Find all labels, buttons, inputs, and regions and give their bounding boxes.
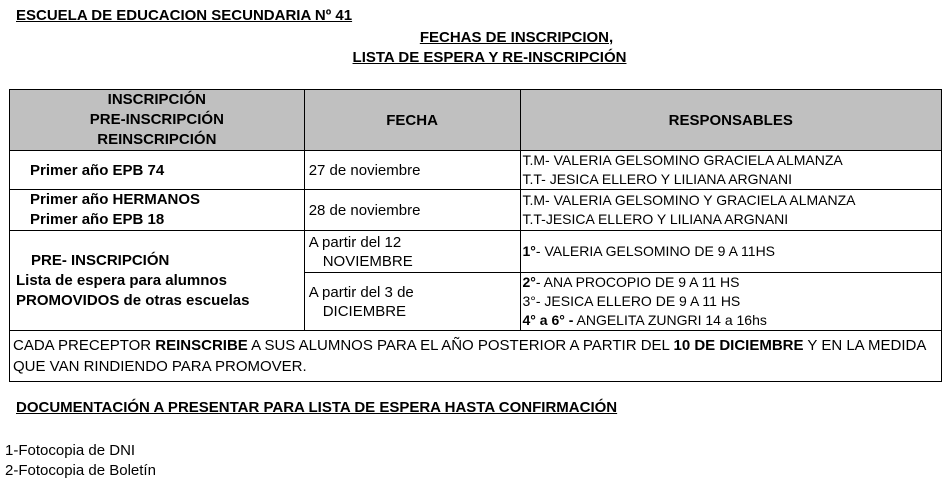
- resp-text: - VALERIA GELSOMINO DE 9 A 11HS: [535, 243, 776, 259]
- shift-label: 4° a 6° -: [522, 312, 574, 328]
- note-bold: 10 DE DICIEMBRE: [673, 337, 804, 354]
- school-name: ESCUELA DE EDUCACION SECUNDARIA Nº 41: [16, 7, 353, 24]
- resp-line: 3°- JESICA ELLERO DE 9 A 11 HS: [522, 293, 741, 309]
- col-header-responsables: RESPONSABLES: [520, 90, 942, 151]
- resp-line: T.M- VALERIA GELSOMINO GRACIELA ALMANZA: [522, 152, 843, 168]
- row-responsables: [520, 273, 942, 331]
- waitlist-line: Lista de espera para alumnos: [16, 271, 227, 289]
- row-responsables: [520, 190, 942, 231]
- reinscription-note: [10, 331, 942, 382]
- row-date: [304, 231, 520, 273]
- inscription-table: [9, 89, 942, 382]
- resp-text: - ANA PROCOPIO DE 9 A 11 HS: [535, 274, 740, 290]
- resp-line: T.M- VALERIA GELSOMINO Y GRACIELA ALMANZA: [522, 192, 856, 208]
- row-label: [10, 231, 305, 331]
- date-line: NOVIEMBRE: [322, 252, 413, 270]
- shift-label: 2°: [522, 274, 536, 290]
- date-line: DICIEMBRE: [322, 302, 407, 320]
- resp-line: [523, 273, 942, 292]
- col-header-fecha: FECHA: [304, 90, 520, 151]
- resp-line: T.T-JESICA ELLERO Y LILIANA ARGNANI: [522, 211, 789, 227]
- table-row: [10, 190, 942, 231]
- waitlist-line: [16, 291, 304, 311]
- documents-title: DOCUMENTACIÓN A PRESENTAR PARA LISTA DE ESPERA HASTA CONFIRMACIÓN: [16, 399, 618, 416]
- row-label-line: Primer año HERMANOS: [30, 191, 201, 208]
- row-date: [304, 273, 520, 331]
- waitlist-rest: de otras escuelas: [119, 291, 250, 309]
- col-header-line: INSCRIPCIÓN: [107, 91, 207, 108]
- document-item: 1-Fotocopia de DNI: [5, 442, 136, 459]
- col-header-inscripcion: [10, 90, 305, 151]
- resp-line: [523, 311, 942, 330]
- resp-line: T.T- JESICA ELLERO Y LILIANA ARGNANI: [522, 171, 792, 187]
- table-row: [10, 151, 942, 190]
- note-text: CADA PRECEPTOR: [13, 337, 156, 354]
- document-item: 2-Fotocopia de Boletín: [5, 462, 156, 479]
- note-text: Y EN LA MEDIDA QUE VAN RINDIENDO PARA PROMOVER.: [13, 337, 926, 375]
- date-line: A partir del 12: [308, 233, 402, 251]
- note-bold: REINSCRIBE: [155, 337, 248, 354]
- row-responsables: [520, 151, 942, 190]
- pre-inscripcion-title: PRE- INSCRIPCIÓN: [31, 251, 170, 269]
- row-label-line: Primer año EPB 18: [30, 211, 165, 228]
- date-line: A partir del 3 de: [308, 283, 414, 301]
- row-date: 27 de noviembre: [304, 151, 520, 190]
- table-row: [10, 231, 942, 273]
- page-title-line1: FECHAS DE INSCRIPCION,: [419, 29, 614, 46]
- table-header-row: [10, 90, 942, 151]
- note-text: A SUS ALUMNOS PARA EL AÑO POSTERIOR A PARTIR DEL: [247, 337, 674, 354]
- row-responsables: [520, 231, 942, 273]
- col-header-line: PRE-INSCRIPCIÓN: [89, 111, 224, 128]
- row-label: [10, 190, 305, 231]
- page-title-line2: LISTA DE ESPERA Y RE-INSCRIPCIÓN: [352, 49, 627, 66]
- table-footer-row: [10, 331, 942, 382]
- col-header-line: REINSCRIPCIÓN: [97, 131, 217, 148]
- promovidos-label: PROMOVIDOS: [16, 291, 120, 309]
- shift-label: 1°: [522, 243, 536, 259]
- row-label: Primer año EPB 74: [10, 151, 305, 190]
- resp-text: ANGELITA ZUNGRI 14 a 16hs: [573, 312, 767, 328]
- row-date: 28 de noviembre: [304, 190, 520, 231]
